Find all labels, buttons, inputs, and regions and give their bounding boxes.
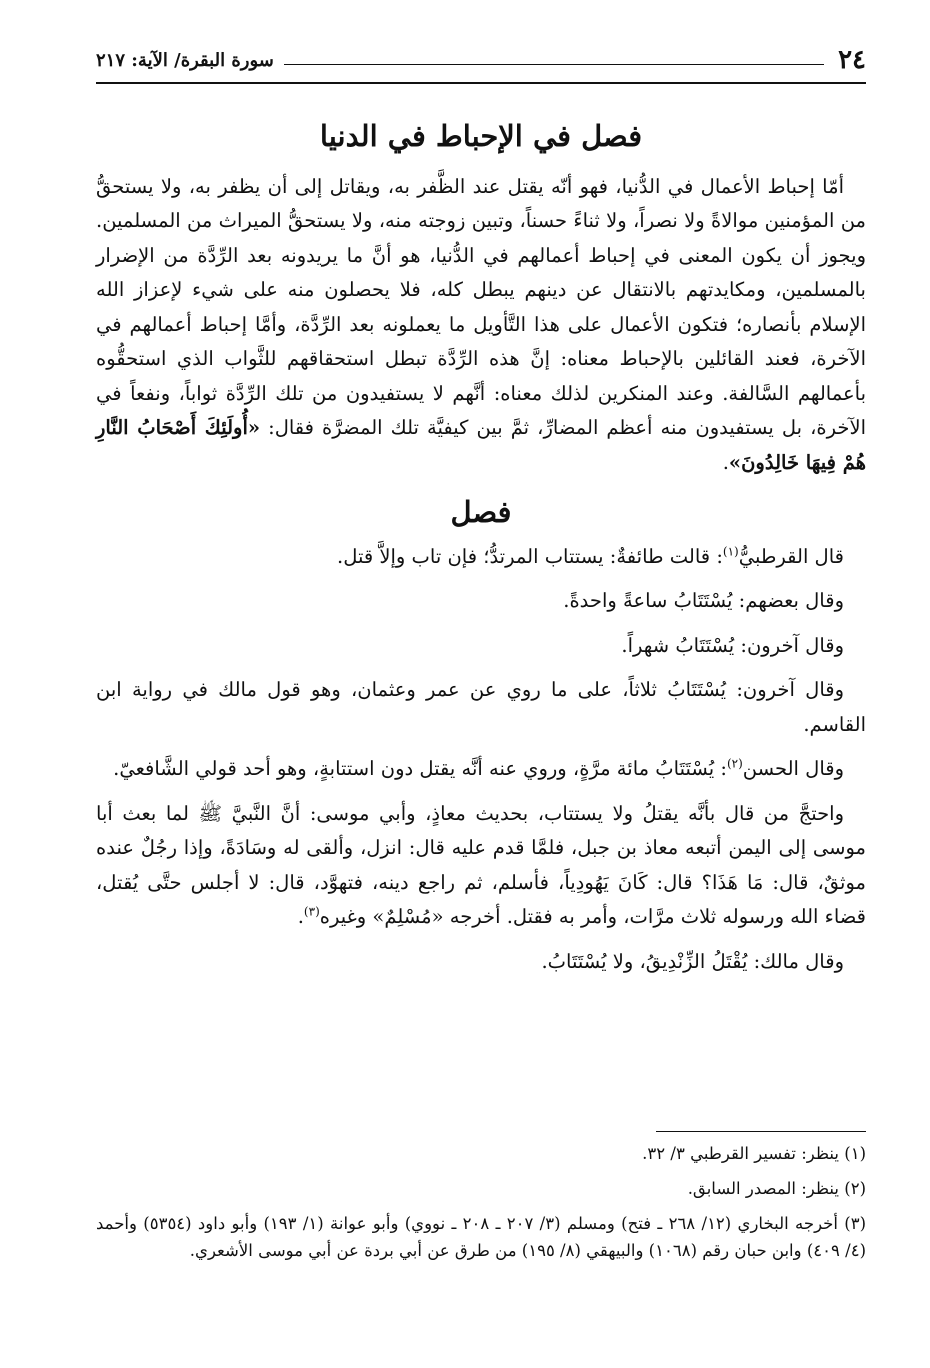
paragraph-others-month: وقال آخرون: يُسْتَتَابُ شهراً. <box>621 633 844 657</box>
footnote-divider <box>656 1131 866 1132</box>
footnote-ref[interactable]: (٢) <box>726 756 743 771</box>
paragraph-text: . <box>297 905 304 929</box>
paragraph-malik: وقال مالك: يُقْتَلُ الزِّنْدِيقُ، ولا يُسْتَتَابُ. <box>541 949 844 973</box>
paragraph-qurtubi <box>96 540 866 575</box>
paragraph-hasan <box>96 752 866 787</box>
paragraph-some: وقال بعضهم: يُسْتَتَابُ ساعةً واحدةً. <box>563 589 844 613</box>
quran-quote: «أُولَئِكَ أَصْحَابُ النَّارِ هُمْ فِيهَا خَالِدُونَ» <box>96 416 866 474</box>
section-paragraph <box>96 170 866 481</box>
footnote-ref[interactable]: (٣) <box>303 904 320 919</box>
footnote-1: (١) ينظر: تفسير القرطبي ٣/ ٣٢. <box>642 1144 866 1163</box>
footnote-2: (٢) ينظر: المصدر السابق. <box>687 1179 866 1198</box>
paragraph-text: قال القرطبيُّ <box>738 544 844 568</box>
running-title: سورة البقرة/ الآية: ٢١٧ <box>96 49 274 71</box>
paragraph-text: واحتجَّ من قال بأنَّه يقتلُ ولا يستتاب، بحديث معاذٍ، وأبي موسى: أنَّ النَّبيَّ ﷺ لما بعث أبا موسى إلى اليمن أتبعه معاذ بن جبل، فلمَّا قدم عليه قال: انزل، وألقى له وسَادَةً، وإذا رجُلٌ عنده موثقٌ، قال: مَا هَذَا؟ قال: كَانَ يَهُودِياً، فأسلم، ثم راجع دينه، فتهوَّد، قال: لا أجلس حتَّى يُقتل، قضاء الله ورسوله ثلاث مرَّات، وأمر به فقتل. أخرجه «مُسْلِمٌ» وغيره <box>96 801 866 929</box>
footnote-ref[interactable]: (١) <box>722 544 739 559</box>
paragraph-others-three: وقال آخرون: يُسْتَتَابُ ثلاثاً، على ما روي عن عمر وعثمان، وهو قول مالك في رواية ابن القاسم. <box>96 678 866 736</box>
paragraph-text: : يُسْتَتَابُ مائة مرَّةٍ، وروي عنه أنَّه يقتل دون استتابةٍ، وهو أحد قولي الشَّافعيّ. <box>113 757 727 781</box>
paragraph-text: : قالت طائفةٌ: يستتاب المرتدُّ؛ فإن تاب وإلاَّ قتل. <box>337 544 723 568</box>
paragraph-text: وقال الحسن <box>742 757 844 781</box>
running-header <box>96 38 866 84</box>
footnotes <box>96 1140 866 1272</box>
paragraph-end: . <box>722 450 729 474</box>
page-body <box>96 108 866 989</box>
header-rule <box>284 64 824 65</box>
subsection-title: فصل <box>450 495 512 530</box>
footnote-3: (٣) أخرجه البخاري (١٢/ ٢٦٨ ـ فتح) ومسلم (٣/ ٢٠٧ ـ ٢٠٨ ـ نووي) وأبو عوانة (١/ ١٩٣) وأبو داود (٥٣٥٤) وأحمد (٤/ ٤٠٩) وابن حبان رقم (١٠٦٨) والبيهقي (٨/ ١٩٥) من طرق عن أبي بردة عن أبي موسى الأشعري. <box>96 1214 867 1260</box>
section-title: فصل في الإحباط في الدنيا <box>319 119 643 153</box>
paragraph-text: أمّا إحباط الأعمال في الدُّنيا، فهو أنّه يقتل عند الظَّفر به، ويقاتل إلى أن يظفر به، ولا يستحقُّ من المؤمنين موالاةً ولا نصراً، ولا ثناءً حسناً، وتبين زوجته منه، ولا يستحقُّ الميراث من المسلمين. ويجوز أن يكون المعنى في إحباط أعمالهم في الدُّنيا، هو أنَّ ما يريدونه بعد الرِّدَّة من الإضرار بالمسلمين، ومكايدتهم بالانتقال عن دينهم يبطل كله، فلا يحصلون منه على شيء لإعزاز الله الإسلام بأنصاره؛ فتكون الأعمال على هذا التَّأويل ما يعملونه بعد الرِّدَّة، وأمَّا إحباط أعمالهم في الآخرة، فعند القائلين بالإحباط معناه: إنَّ هذه الرِّدَّة تبطل استحقاقهم للثَّواب الذي استحقُّوه بأعمالهم السَّالفة. وعند المنكرين لذلك معناه: أنَّهم لا يستفيدون من تلك الرِّدَّة ثواباً، ونفعاً في الآخرة، بل يستفيدون منه أعظم المضارِّ، ثمَّ بين كيفيَّة تلك المضرَّة فقال: <box>96 174 866 440</box>
paragraph-argument <box>96 797 866 935</box>
page-number: ٢٤ <box>838 45 866 75</box>
